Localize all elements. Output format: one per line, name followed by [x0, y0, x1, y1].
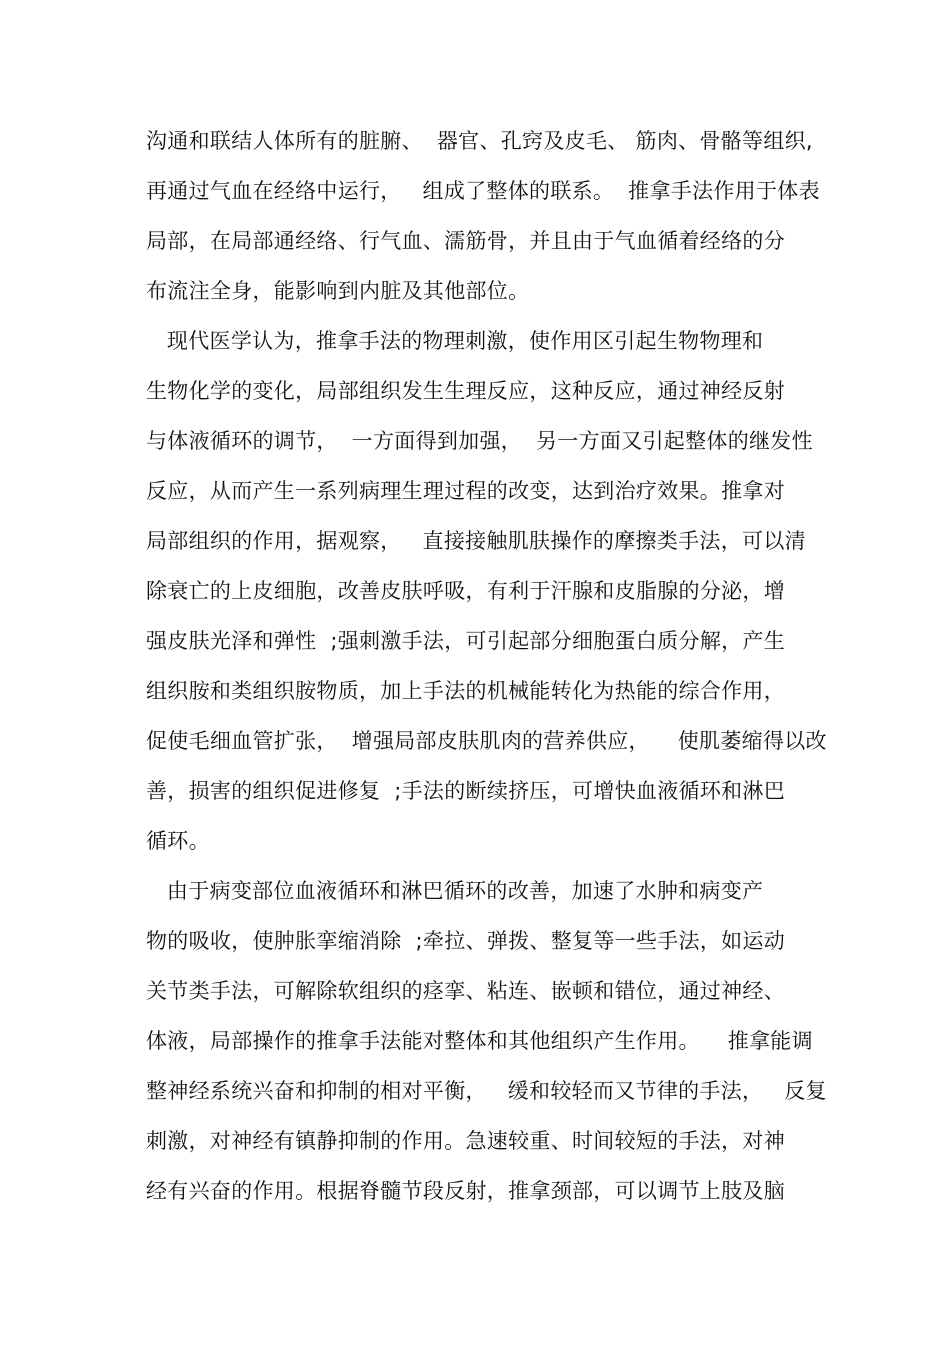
text-line: 强皮肤光泽和弹性 ;强刺激手法，可引起部分细胞蛋白质分解，产生: [146, 629, 786, 653]
text-line: 与体液循环的调节， 一方面得到加强， 另一方面又引起整体的继发性: [146, 429, 813, 453]
text-line: 由于病变部位血液循环和淋巴循环的改善，加速了水肿和病变产: [146, 879, 764, 903]
text-line: 生物化学的变化，局部组织发生生理反应，这种反应，通过神经反射: [146, 379, 785, 403]
text-line: 刺激，对神经有镇静抑制的作用。急速较重、时间较短的手法，对神: [146, 1129, 785, 1153]
text-line: 循环。: [146, 829, 210, 853]
text-line: 现代医学认为，推拿手法的物理刺激，使作用区引起生物物理和: [146, 329, 764, 353]
text-line: 善，损害的组织促进修复 ;手法的断续挤压，可增快血液循环和淋巴: [146, 779, 786, 803]
text-line: 反应，从而产生一系列病理生理过程的改变，达到治疗效果。推拿对: [146, 479, 785, 503]
text-line: 沟通和联结人体所有的脏腑、 器官、孔窍及皮毛、 筋肉、骨骼等组织,: [146, 129, 813, 153]
text-line: 布流注全身，能影响到内脏及其他部位。: [146, 279, 530, 303]
text-line: 局部组织的作用，据观察， 直接接触肌肤操作的摩擦类手法，可以清: [146, 529, 806, 553]
text-line: 物的吸收，使肿胀挛缩消除 ;牵拉、弹拨、整复等一些手法，如运动: [146, 929, 786, 953]
text-line: 除衰亡的上皮细胞，改善皮肤呼吸，有利于汗腺和皮脂腺的分泌，增: [146, 579, 785, 603]
text-line: 体液，局部操作的推拿手法能对整体和其他组织产生作用。 推拿能调: [146, 1029, 813, 1053]
text-line: 关节类手法，可解除软组织的痉挛、粘连、嵌顿和错位，通过神经、: [146, 979, 785, 1003]
text-line: 促使毛细血管扩张， 增强局部皮肤肌肉的营养供应， 使肌萎缩得以改: [146, 729, 827, 753]
text-line: 组织胺和类组织胺物质，加上手法的机械能转化为热能的综合作用，: [146, 679, 785, 703]
text-line: 经有兴奋的作用。根据脊髓节段反射，推拿颈部，可以调节上肢及脑: [146, 1179, 785, 1203]
text-line: 局部，在局部通经络、行气血、濡筋骨，并且由于气血循着经络的分: [146, 229, 785, 253]
text-line: 再通过气血在经络中运行， 组成了整体的联系。 推拿手法作用于体表: [146, 179, 820, 203]
text-line: 整神经系统兴奋和抑制的相对平衡， 缓和较轻而又节律的手法， 反复: [146, 1079, 827, 1103]
